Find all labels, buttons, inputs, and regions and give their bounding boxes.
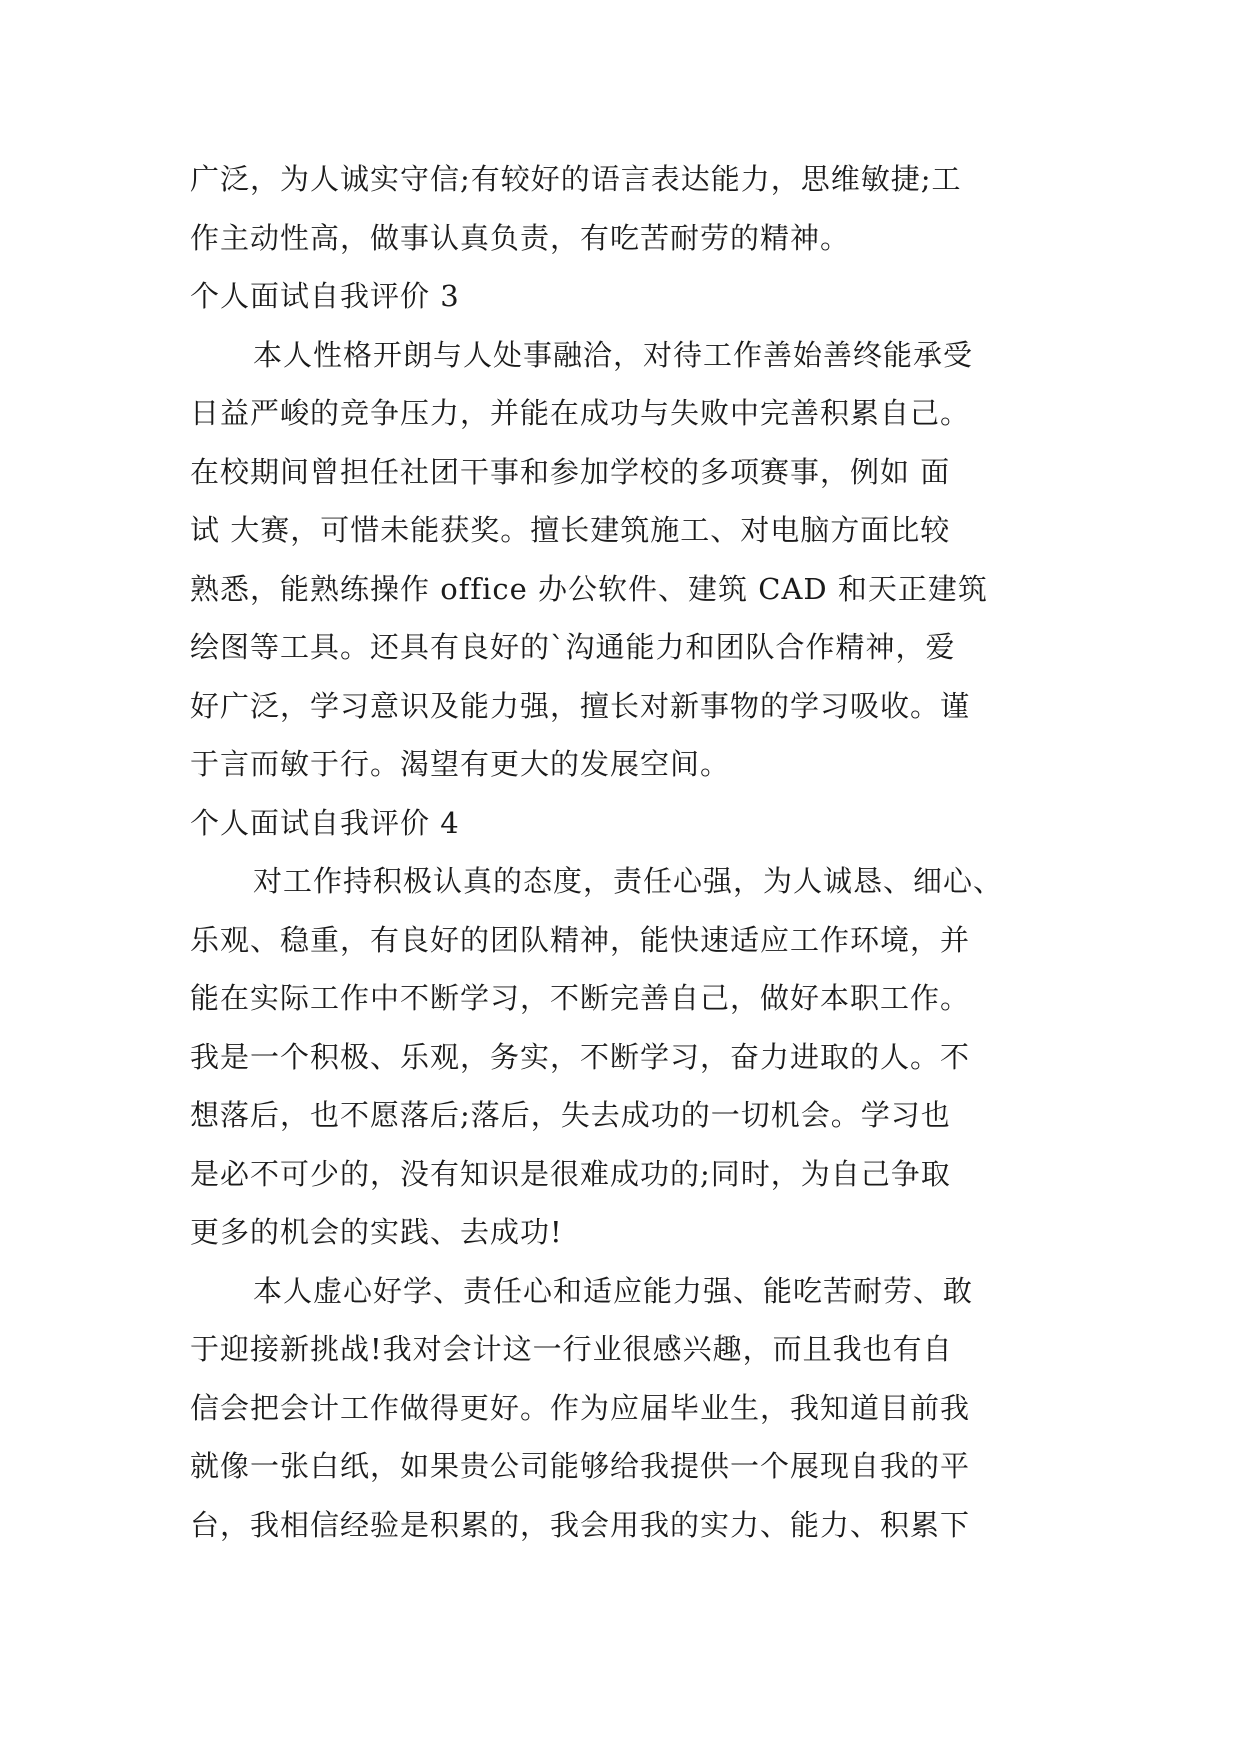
body-line: 日益严峻的竞争压力，并能在成功与失败中完善积累自己。 — [190, 396, 971, 430]
body-line: 本人性格开朗与人处事融洽，对待工作善始善终能承受 — [253, 337, 974, 372]
section-heading: 个人面试自我评价 3 — [190, 279, 460, 313]
section-heading: 个人面试自我评价 4 — [190, 805, 460, 840]
body-line: 绘图等工具。还具有良好的`沟通能力和团队合作精神，爱 — [190, 630, 956, 664]
body-line: 我是一个积极、乐观，务实，不断学习，奋力进取的人。不 — [190, 1039, 971, 1074]
section-evaluation-4 — [190, 794, 1050, 1555]
body-line: 试 大赛，可惜未能获奖。擅长建筑施工、对电脑方面比较 — [190, 513, 951, 547]
body-line: 对工作持积极认真的态度，责任心强，为人诚恳、细心、 — [253, 864, 1004, 898]
body-line: 信会把会计工作做得更好。作为应届毕业生，我知道目前我 — [190, 1390, 971, 1425]
body-line: 台，我相信经验是积累的，我会用我的实力、能力、积累下 — [190, 1507, 971, 1542]
body-line: 乐观、稳重，有良好的团队精神，能快速适应工作环境，并 — [190, 922, 971, 957]
body-line: 就像一张白纸，如果贵公司能够给我提供一个展现自我的平 — [190, 1449, 971, 1483]
body-line: 更多的机会的实践、去成功! — [190, 1215, 563, 1249]
section-continued — [190, 150, 1050, 267]
body-line: 于迎接新挑战!我对会计这一行业很感兴趣，而且我也有自 — [190, 1332, 953, 1366]
body-line: 好广泛，学习意识及能力强，擅长对新事物的学习吸收。谨 — [190, 688, 971, 723]
body-line: 本人虚心好学、责任心和适应能力强、能吃苦耐劳、敢 — [253, 1273, 974, 1308]
body-line: 作主动性高，做事认真负责，有吃苦耐劳的精神。 — [190, 220, 851, 255]
body-line: 熟悉，能熟练操作 office 办公软件、建筑 CAD 和天正建筑 — [190, 571, 988, 606]
body-line: 想落后，也不愿落后;落后，失去成功的一切机会。学习也 — [190, 1098, 951, 1132]
body-line: 广泛，为人诚实守信;有较好的语言表达能力，思维敏捷;工 — [190, 162, 962, 196]
body-line: 于言而敏于行。渴望有更大的发展空间。 — [190, 747, 731, 781]
document-page — [190, 150, 1050, 1554]
body-line: 在校期间曾担任社团干事和参加学校的多项赛事，例如 面 — [190, 454, 951, 489]
body-line: 能在实际工作中不断学习，不断完善自己，做好本职工作。 — [190, 981, 971, 1015]
body-line: 是必不可少的，没有知识是很难成功的;同时，为自己争取 — [190, 1156, 951, 1191]
section-evaluation-3 — [190, 267, 1050, 794]
